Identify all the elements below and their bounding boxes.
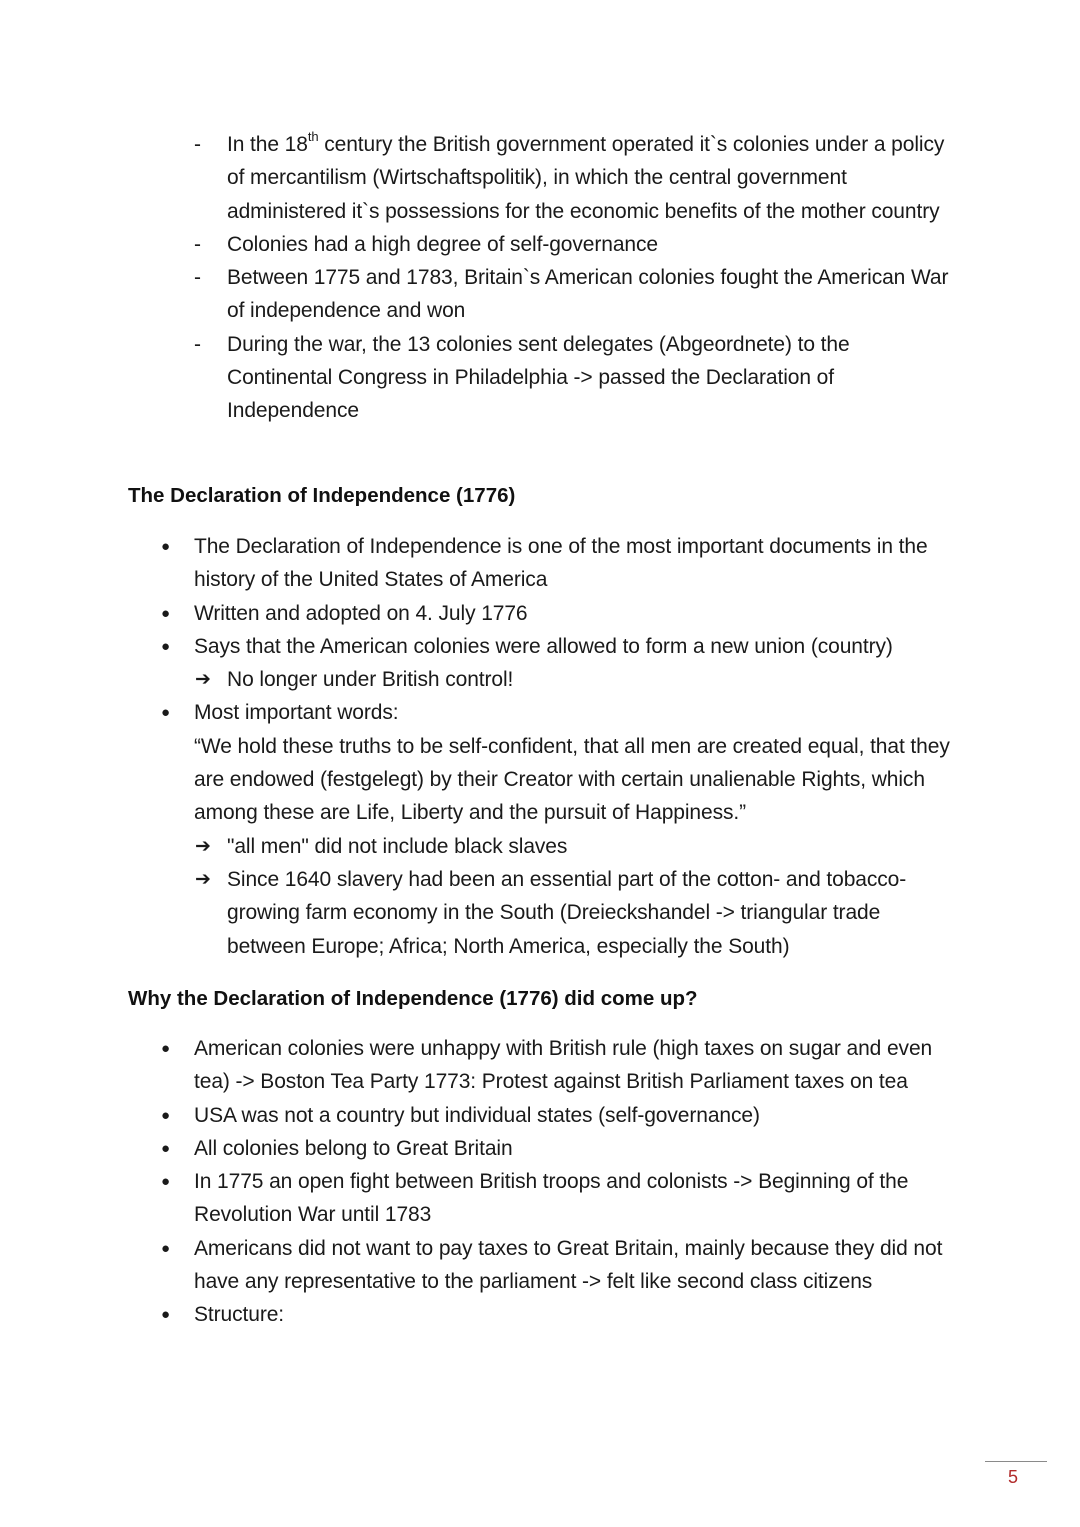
bullet-icon: ●	[161, 1139, 170, 1157]
list-item	[160, 696, 960, 962]
list-item-text: In 1775 an open fight between British troops and colonists -> Beginning of the Revolution War until 1783	[194, 1170, 909, 1227]
list-item	[160, 1132, 960, 1165]
superscript: th	[307, 129, 319, 144]
arrow-note	[194, 863, 960, 963]
dash-marker: -	[194, 133, 201, 156]
list-item-text: Structure:	[194, 1303, 285, 1327]
arrow-note	[194, 830, 960, 863]
list-item	[160, 630, 960, 697]
bullet-icon: ●	[161, 1306, 170, 1324]
list-item-text: The Declaration of Independence is one of the most important documents in the history of the United States of America	[194, 535, 928, 592]
bullet-icon: ●	[161, 637, 170, 655]
arrow-right-icon: ➔	[195, 868, 211, 890]
list-item	[160, 1298, 960, 1331]
list-item-text: Between 1775 and 1783, Britain`s American colonies fought the American War of independence and won	[227, 266, 949, 323]
dash-marker: -	[194, 232, 201, 256]
why-bullet-list	[160, 1032, 960, 1332]
list-item	[192, 228, 952, 261]
arrow-note-text: Since 1640 slavery had been an essential part of the cotton- and tobacco-growing farm economy in the South (Dreieckshandel -> triangular trade between Europe; Africa; North America, especially the South)	[227, 867, 907, 958]
arrow-note-text: "all men" did not include black slaves	[227, 834, 568, 858]
list-item-text: During the war, the 13 colonies sent delegates (Abgeordnete) to the Continental Congress in Philadelphia -> passed the Declaration of Independence	[227, 332, 850, 423]
bullet-icon: ●	[161, 1173, 170, 1191]
list-item-text: All colonies belong to Great Britain	[194, 1136, 513, 1160]
declaration-heading: The Declaration of Independence (1776)	[128, 484, 516, 507]
list-item	[160, 1165, 960, 1232]
arrow-note	[194, 663, 960, 696]
list-item-text: USA was not a country but individual states (self-governance)	[194, 1103, 760, 1127]
list-item-text: Americans did not want to pay taxes to Great Britain, mainly because they did not have any representative to the parliament -> felt like second class citizens	[194, 1236, 943, 1294]
dash-marker: -	[194, 332, 201, 356]
list-item	[192, 261, 952, 328]
list-item-text: American colonies were unhappy with British rule (high taxes on sugar and even tea) -> Boston Tea Party 1773: Protest against British Parliament taxes on tea	[194, 1037, 933, 1094]
page-number: 5	[1008, 1467, 1019, 1487]
declaration-quote: “We hold these truths to be self-confident, that all men are created equal, that they are endowed (festgelegt) by their Creator with certain unalienable Rights, which among these are Life, Liberty and the pursuit of Happiness.”	[194, 734, 950, 825]
list-item	[192, 128, 952, 228]
footer-divider	[985, 1461, 1047, 1462]
declaration-bullet-list	[160, 530, 960, 963]
bullet-icon: ●	[161, 704, 170, 722]
list-item-text: Most important words:	[194, 701, 399, 725]
list-item-text: Colonies had a high degree of self-governance	[227, 232, 658, 256]
list-item-text: century the British government operated it`s colonies under a policy of mercantilism (Wirtschaftspolitik), in which the central government administered it`s possessions for the economic benefits of the mother country	[227, 133, 945, 223]
bullet-icon: ●	[161, 604, 170, 622]
list-item	[160, 597, 960, 630]
list-item	[160, 1099, 960, 1132]
list-item	[192, 328, 952, 428]
list-item	[160, 1232, 960, 1299]
mercantilism-dash-list	[192, 128, 952, 428]
why-declaration-heading: Why the Declaration of Independence (1776) did come up?	[128, 987, 698, 1010]
list-item	[160, 530, 960, 597]
dash-marker: -	[194, 266, 201, 290]
bullet-icon: ●	[161, 1040, 170, 1057]
bullet-icon: ●	[161, 1239, 170, 1257]
arrow-right-icon: ➔	[195, 669, 211, 691]
arrow-note-text: No longer under British control!	[227, 668, 514, 692]
list-item-text: Written and adopted on 4. July 1776	[194, 601, 528, 625]
bullet-icon: ●	[161, 538, 170, 555]
arrow-right-icon: ➔	[195, 835, 211, 857]
list-item	[160, 1032, 960, 1099]
bullet-icon: ●	[161, 1106, 170, 1124]
list-item-text: In the 18	[227, 133, 308, 156]
list-item-text: Says that the American colonies were allowed to form a new union (country)	[194, 634, 893, 658]
